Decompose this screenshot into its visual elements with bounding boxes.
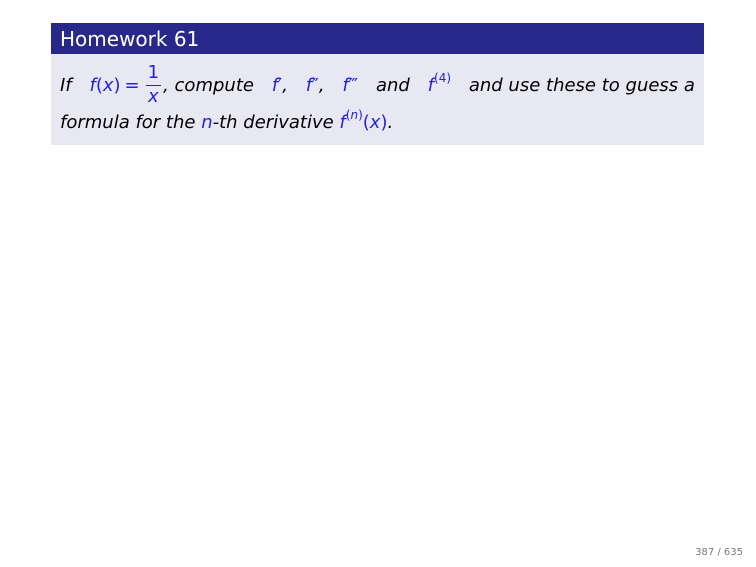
f-triple-prime: f‴	[342, 74, 359, 96]
and-word: and	[375, 74, 410, 96]
f-nth-derivative: $f^{(n)}(x)$	[339, 108, 388, 133]
problem-line-2	[60, 108, 394, 133]
line2-start: formula for the	[60, 112, 196, 133]
fraction-numerator: 1	[146, 64, 161, 86]
f-symbol: f	[89, 74, 96, 96]
function-definition	[89, 64, 253, 106]
line1-tail: and use these to guess a	[468, 74, 695, 96]
exponent-4: (4)	[434, 70, 452, 85]
fraction-denominator: x	[148, 86, 159, 107]
prime-3: ‴	[348, 74, 359, 96]
fraction-one-over-x	[146, 64, 161, 106]
block-title: Homework 61	[51, 23, 704, 54]
x-symbol: x	[102, 74, 114, 96]
open-paren: (	[95, 74, 103, 96]
page-number: 387 / 635	[695, 547, 743, 558]
prime-1: ′	[278, 74, 283, 96]
f-double-prime: f″,	[305, 74, 325, 96]
f-prime: f′,	[271, 74, 288, 96]
prime-2: ″	[312, 74, 319, 96]
problem-line-1	[60, 60, 695, 110]
block-body	[51, 54, 704, 145]
intro-word: If	[60, 74, 72, 96]
n-symbol: n	[201, 112, 213, 133]
f-fourth-derivative: $f^{(4)}$	[427, 70, 452, 96]
equals-sign: =	[124, 74, 140, 96]
close-paren: )	[113, 74, 121, 96]
period: .	[387, 112, 394, 133]
line2-mid: -th derivative	[212, 112, 334, 133]
compute-text: , compute	[163, 74, 254, 96]
homework-block	[51, 23, 704, 145]
